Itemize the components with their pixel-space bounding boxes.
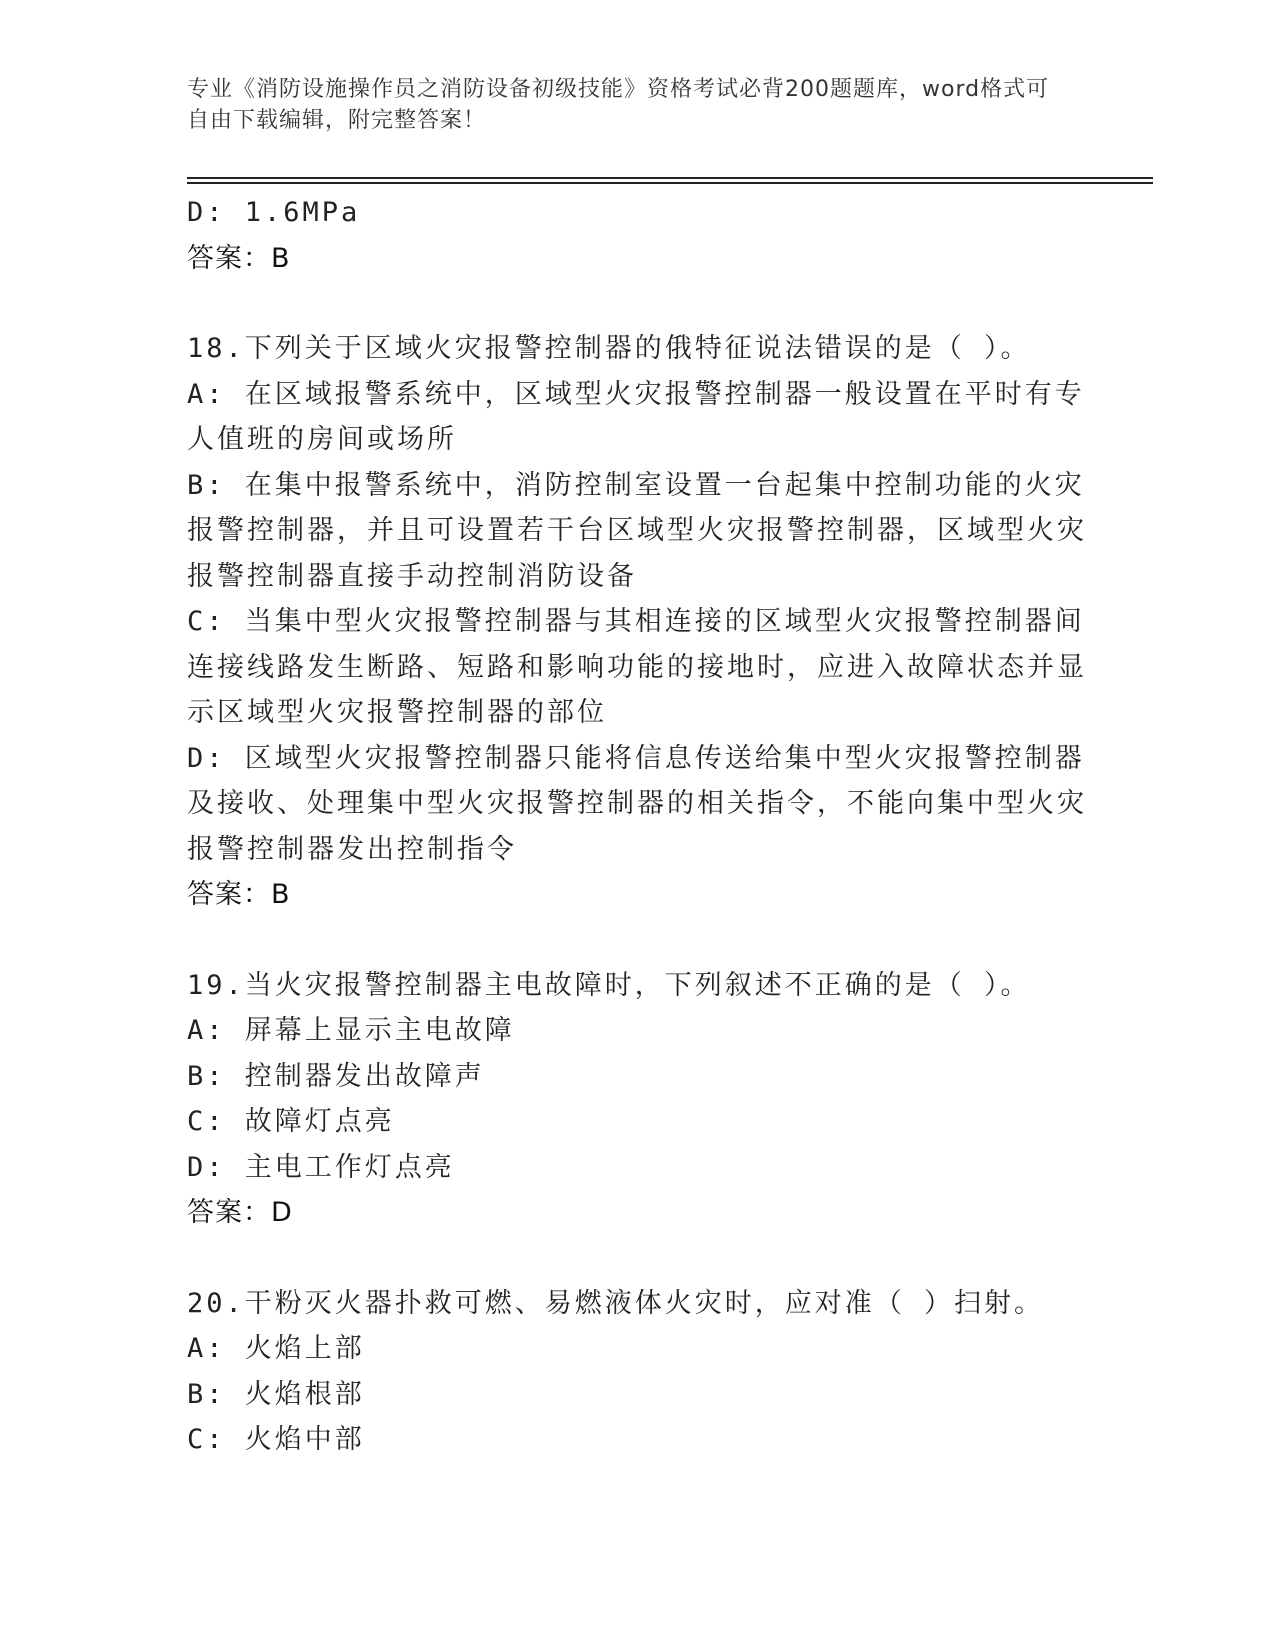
option-a: A: 屏幕上显示主电故障 [187, 1015, 515, 1046]
header-divider-bottom [187, 182, 1153, 184]
option-d: D: 主电工作灯点亮 [187, 1151, 455, 1183]
option-a: A: 火焰上部 [187, 1333, 365, 1364]
document-header: 专业《消防设施操作员之消防设备初级技能》资格考试必背200题题库，word格式可自由下载编辑，附完整答案！ [187, 77, 1050, 133]
answer: 答案：B [187, 879, 291, 910]
answer: 答案：D [187, 1197, 293, 1228]
prev-question-answer: 答案：B [187, 242, 291, 274]
spacer [187, 281, 1087, 326]
option-a: A: 在区域报警系统中，区域型火灾报警控制器一般设置在平时有专人值班的房间或场所 [187, 378, 1085, 455]
question-20 [187, 1281, 1087, 1463]
option-b: B: 在集中报警系统中，消防控制室设置一台起集中控制功能的火灾报警控制器，并且可设置若干台区域型火灾报警控制器，区域型火灾报警控制器直接手动控制消防设备 [187, 469, 1087, 592]
spacer [187, 918, 1087, 963]
option-d: D: 区域型火灾报警控制器只能将信息传送给集中型火灾报警控制器及接收、处理集中型火灾报警控制器的相关指令，不能向集中型火灾报警控制器发出控制指令 [187, 742, 1087, 865]
question-19 [187, 963, 1087, 1236]
option-b: B: 控制器发出故障声 [187, 1060, 485, 1092]
option-c: C: 火焰中部 [187, 1424, 365, 1455]
option-b: B: 火焰根部 [187, 1378, 365, 1410]
header-divider-top [187, 177, 1153, 179]
prev-question-option-d: D: 1.6MPa [187, 197, 361, 228]
question-stem: 19.当火灾报警控制器主电故障时，下列叙述不正确的是（ ）。 [187, 969, 1031, 1001]
question-stem: 18.下列关于区域火灾报警控制器的俄特征说法错误的是（ ）。 [187, 333, 1031, 364]
document-body [187, 190, 1087, 1463]
question-18 [187, 326, 1087, 918]
question-stem: 20.干粉灭火器扑救可燃、易燃液体火灾时，应对准（ ）扫射。 [187, 1287, 1045, 1319]
spacer [187, 1236, 1087, 1281]
option-c: C: 故障灯点亮 [187, 1106, 395, 1137]
option-c: C: 当集中型火灾报警控制器与其相连接的区域型火灾报警控制器间连接线路发生断路、短路和影响功能的接地时，应进入故障状态并显示区域型火灾报警控制器的部位 [187, 606, 1087, 728]
